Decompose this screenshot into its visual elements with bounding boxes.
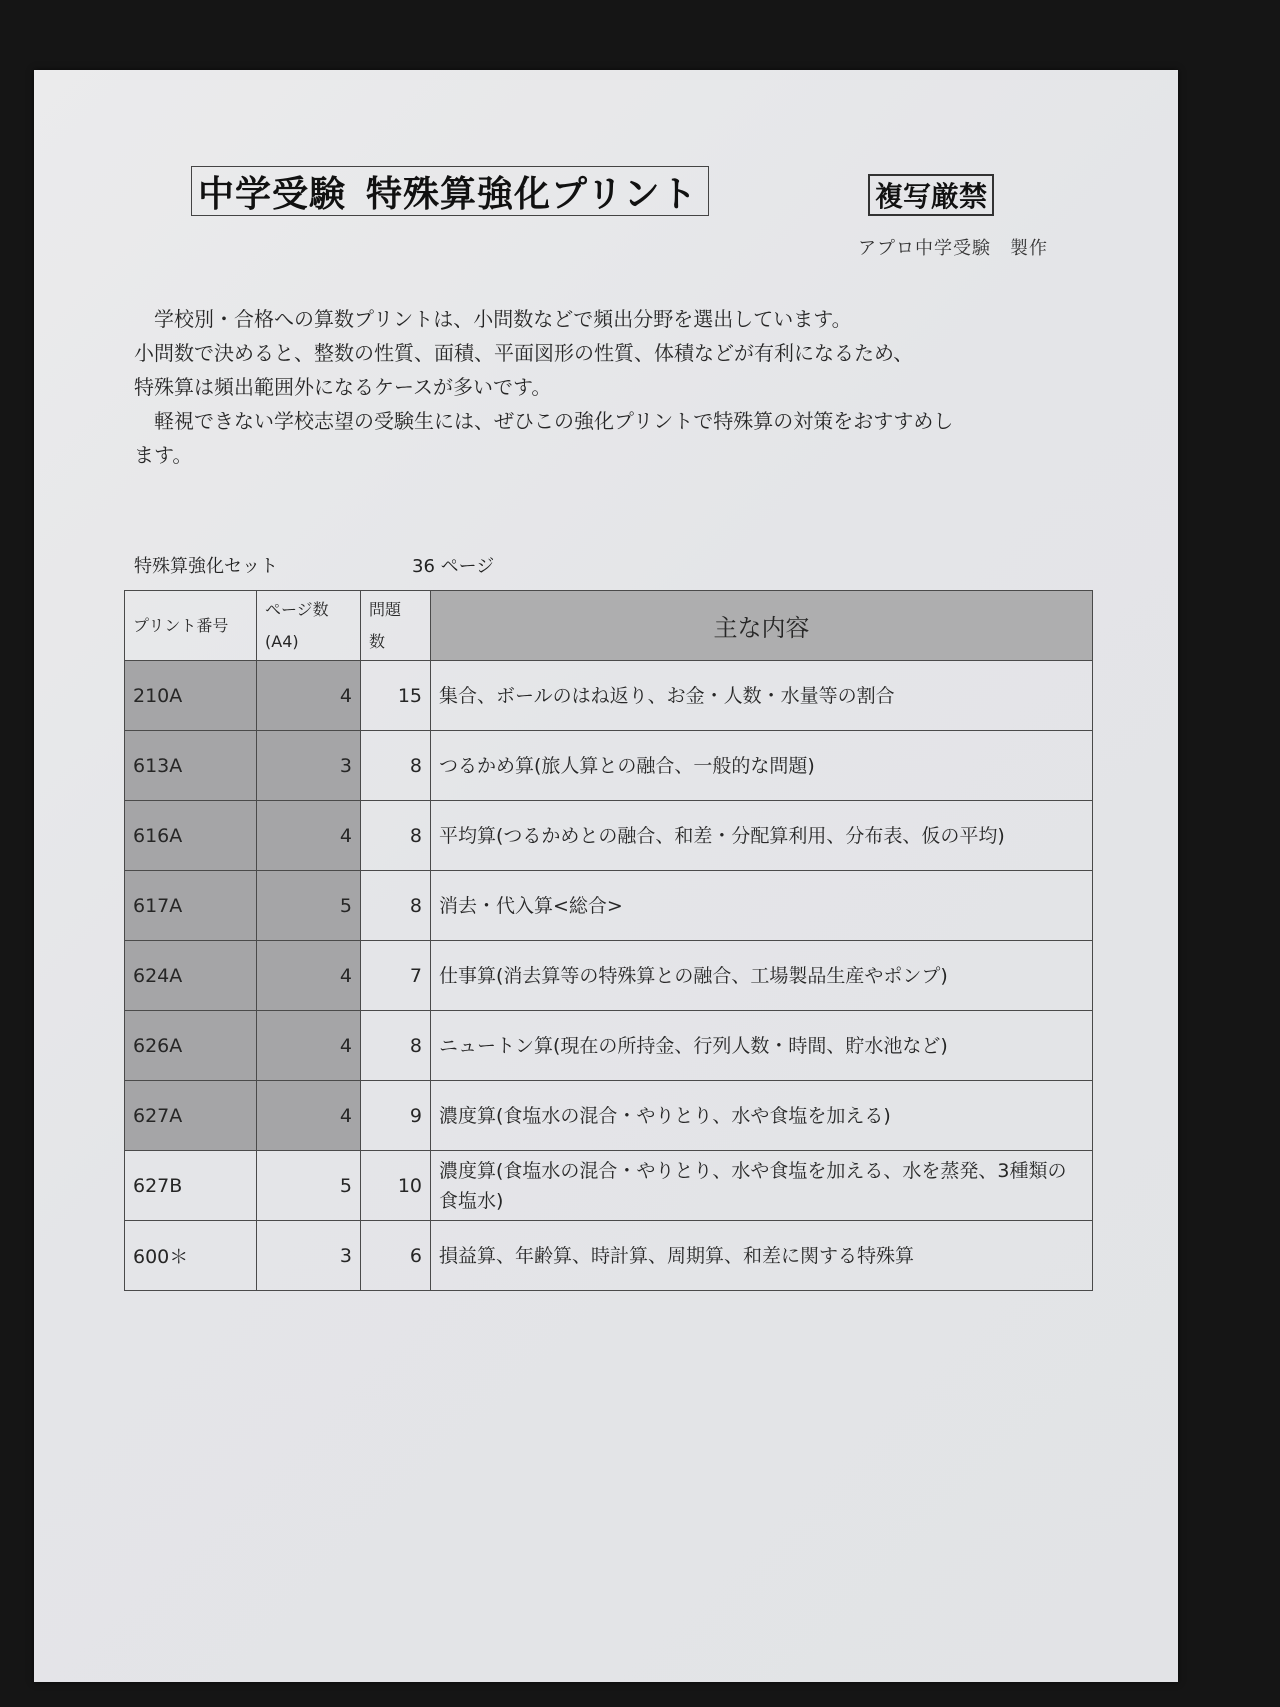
header-questions-line1: 問題 <box>369 599 402 619</box>
question-count-cell: 10 <box>361 1151 431 1221</box>
content-cell: 損益算、年齢算、時計算、周期算、和差に関する特殊算 <box>431 1221 1093 1291</box>
question-count-cell: 8 <box>361 731 431 801</box>
header-main-content: 主な内容 <box>431 591 1093 661</box>
table-row <box>125 801 1093 871</box>
document-title <box>191 166 709 216</box>
content-cell: 集合、ボールのはね返り、お金・人数・水量等の割合 <box>431 661 1093 731</box>
print-code-cell: 624A <box>125 941 257 1011</box>
set-page-count: 36 ページ <box>412 556 495 577</box>
page-count-cell: 4 <box>257 1081 361 1151</box>
question-count-cell: 8 <box>361 801 431 871</box>
page-count-cell: 5 <box>257 871 361 941</box>
question-count-cell: 9 <box>361 1081 431 1151</box>
set-label: 特殊算強化セット <box>134 556 278 577</box>
table-row <box>125 661 1093 731</box>
table-row <box>125 1221 1093 1291</box>
page-count-cell: 4 <box>257 941 361 1011</box>
document-page <box>34 70 1178 1682</box>
table-header-row <box>125 591 1093 661</box>
question-count-cell: 8 <box>361 871 431 941</box>
content-cell: 仕事算(消去算等の特殊算との融合、工場製品生産やポンプ) <box>431 941 1093 1011</box>
header-questions-line2: 数 <box>369 631 386 651</box>
print-code-cell: 613A <box>125 731 257 801</box>
table-row <box>125 1151 1093 1221</box>
content-cell: 消去・代入算<総合> <box>431 871 1093 941</box>
question-count-cell: 15 <box>361 661 431 731</box>
title-part2: 特殊算強化プリント <box>366 173 698 215</box>
page-count-cell: 4 <box>257 1011 361 1081</box>
intro-line: 小問数で決めると、整数の性質、面積、平面図形の性質、体積などが有利になるため、 <box>134 341 914 365</box>
no-copy-stamp: 複写厳禁 <box>868 174 994 216</box>
print-code-cell: 616A <box>125 801 257 871</box>
header-page-count <box>257 591 361 661</box>
header-pages-line1: ページ数 <box>265 599 329 619</box>
table-row <box>125 941 1093 1011</box>
question-count-cell: 8 <box>361 1011 431 1081</box>
header-pages-line2: (A4) <box>265 631 299 651</box>
header-print-number: プリント番号 <box>125 591 257 661</box>
contents-table <box>124 590 1093 1291</box>
page-count-cell: 4 <box>257 661 361 731</box>
intro-line: 軽視できない学校志望の受験生には、ぜひこの強化プリントで特殊算の対策をおすすめし <box>134 409 954 433</box>
content-cell: つるかめ算(旅人算との融合、一般的な問題) <box>431 731 1093 801</box>
page-count-cell: 3 <box>257 1221 361 1291</box>
page-count-cell: 5 <box>257 1151 361 1221</box>
print-code-cell: 600＊ <box>125 1221 257 1291</box>
table-row <box>125 731 1093 801</box>
print-code-cell: 626A <box>125 1011 257 1081</box>
table-row <box>125 871 1093 941</box>
content-cell: ニュートン算(現在の所持金、行列人数・時間、貯水池など) <box>431 1011 1093 1081</box>
table-row <box>125 1011 1093 1081</box>
intro-line: 特殊算は頻出範囲外になるケースが多いです。 <box>134 375 552 399</box>
content-cell: 平均算(つるかめとの融合、和差・分配算利用、分布表、仮の平均) <box>431 801 1093 871</box>
header-question-count <box>361 591 431 661</box>
title-part1: 中学受験 <box>198 173 347 215</box>
question-count-cell: 6 <box>361 1221 431 1291</box>
content-cell: 濃度算(食塩水の混合・やりとり、水や食塩を加える) <box>431 1081 1093 1151</box>
intro-text <box>134 302 1124 472</box>
question-count-cell: 7 <box>361 941 431 1011</box>
page-count-cell: 3 <box>257 731 361 801</box>
print-code-cell: 627A <box>125 1081 257 1151</box>
print-code-cell: 617A <box>125 871 257 941</box>
producer-label: アプロ中学受験 製作 <box>858 238 1048 259</box>
table-row <box>125 1081 1093 1151</box>
content-cell: 濃度算(食塩水の混合・やりとり、水や食塩を加える、水を蒸発、3種類の食塩水) <box>431 1151 1093 1221</box>
intro-line: 学校別・合格への算数プリントは、小問数などで頻出分野を選出しています。 <box>134 307 852 331</box>
intro-line: ます。 <box>134 443 193 467</box>
page-count-cell: 4 <box>257 801 361 871</box>
print-code-cell: 210A <box>125 661 257 731</box>
print-code-cell: 627B <box>125 1151 257 1221</box>
